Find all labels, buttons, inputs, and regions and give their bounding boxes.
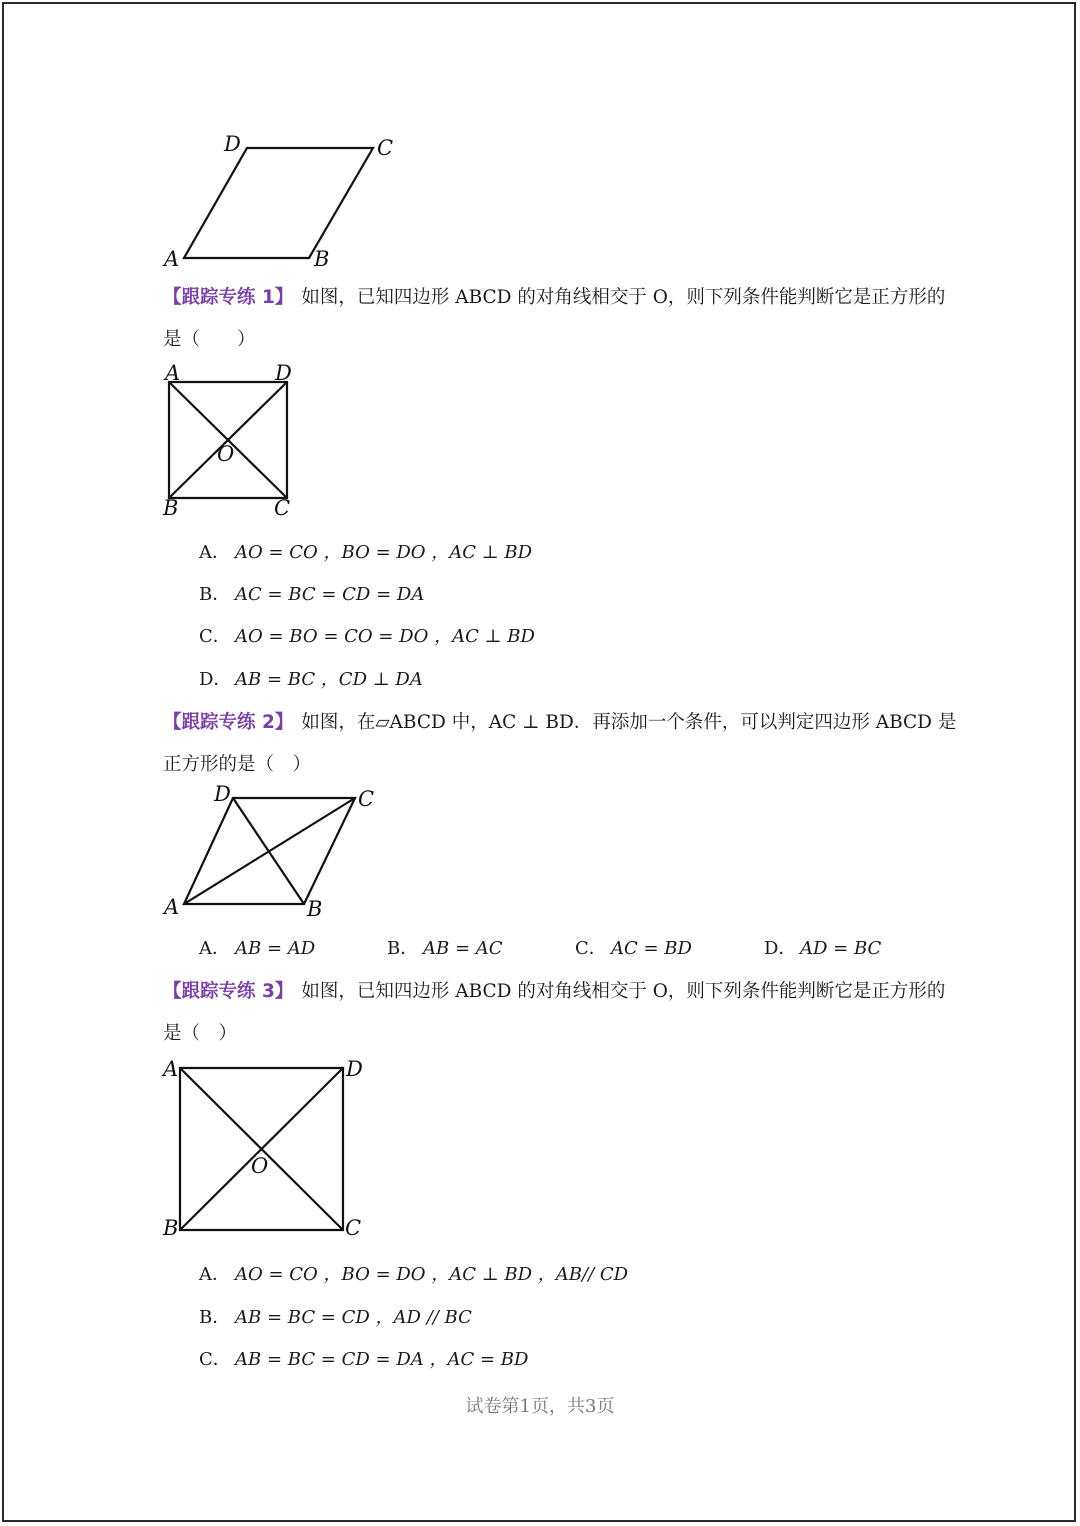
option-text: AB = BC = CD = DA ，AC = BD — [235, 1349, 529, 1370]
point-label-C: C — [274, 496, 291, 520]
question-1-text: 如图，已知四边形 ABCD 的对角线相交于 O，则下列条件能判断它是正方形的 — [301, 287, 946, 308]
point-label-B: B — [163, 1216, 179, 1240]
question-2-tag: 【跟踪专练 2】 — [163, 712, 294, 733]
option-letter: D． — [764, 938, 797, 959]
diagonal-bd — [233, 798, 304, 904]
rhombus-figure-q2 — [155, 782, 385, 922]
point-label-A: A — [164, 895, 180, 919]
option-letter: C． — [575, 938, 607, 959]
point-label-D: D — [214, 782, 231, 806]
question-1-option-b[interactable] — [199, 580, 424, 606]
question-2-option-c[interactable] — [575, 934, 692, 960]
point-label-B: B — [307, 897, 323, 921]
point-label-B: B — [314, 247, 330, 271]
rhombus-outline — [184, 148, 373, 258]
point-label-A: A — [165, 361, 181, 385]
question-1-tag: 【跟踪专练 1】 — [163, 287, 294, 308]
square-figure-q3 — [155, 1053, 375, 1243]
rhombus-figure-top — [155, 128, 415, 278]
square-figure-q1 — [155, 360, 315, 520]
point-label-C: C — [345, 1216, 362, 1240]
point-label-D: D — [275, 361, 292, 385]
option-letter: C． — [199, 1349, 231, 1370]
point-label-D: D — [224, 132, 241, 156]
question-2-option-b[interactable] — [387, 934, 503, 960]
question-1-line-1 — [163, 283, 945, 309]
option-letter: B． — [199, 1307, 231, 1328]
option-letter: B． — [199, 584, 231, 605]
question-3-option-c[interactable] — [199, 1345, 528, 1371]
question-3-option-b[interactable] — [199, 1303, 472, 1329]
point-label-O: O — [251, 1154, 269, 1178]
option-letter: B． — [387, 938, 419, 959]
point-label-A: A — [163, 1057, 179, 1081]
option-letter: D． — [199, 669, 232, 690]
option-text: AO = CO ，BO = DO ，AC ⊥ BD — [235, 542, 533, 563]
option-letter: A． — [199, 1264, 230, 1285]
option-text: AC = BD — [611, 938, 692, 959]
option-text: AB = AD — [235, 938, 316, 959]
option-letter: A． — [199, 938, 230, 959]
question-2-option-d[interactable] — [764, 934, 881, 960]
question-3-line-2: 是（ ） — [163, 1023, 238, 1044]
option-letter: A． — [199, 542, 230, 563]
point-label-D: D — [346, 1057, 363, 1081]
question-3-option-a[interactable] — [199, 1260, 628, 1286]
question-2-option-a[interactable] — [199, 934, 315, 960]
question-2-text: 如图，在▱ABCD 中，AC ⊥ BD．再添加一个条件，可以判定四边形 ABCD 是 — [301, 712, 957, 733]
option-text: AB = BC ，CD ⊥ DA — [235, 669, 423, 690]
point-label-A: A — [164, 247, 180, 271]
question-2-line-1 — [163, 708, 956, 734]
point-label-B: B — [163, 496, 179, 520]
question-1-option-a[interactable] — [199, 538, 532, 564]
question-1-line-2: 是（ ） — [163, 329, 256, 350]
question-3-text: 如图，已知四边形 ABCD 的对角线相交于 O，则下列条件能判断它是正方形的 — [301, 981, 946, 1002]
question-1-option-d[interactable] — [199, 665, 423, 691]
option-text: AB = BC = CD ，AD // BC — [235, 1307, 472, 1328]
option-text: AO = CO ，BO = DO ，AC ⊥ BD ，AB// CD — [235, 1264, 629, 1285]
option-text: AC = BC = CD = DA — [235, 584, 425, 605]
question-1-option-c[interactable] — [199, 622, 535, 648]
page-footer: 试卷第1页，共3页 — [465, 1396, 615, 1417]
option-letter: C． — [199, 626, 231, 647]
question-3-line-1 — [163, 977, 945, 1003]
point-label-C: C — [358, 787, 375, 811]
option-text: AB = AC — [423, 938, 503, 959]
question-3-tag: 【跟踪专练 3】 — [163, 981, 294, 1002]
option-text: AD = BC — [800, 938, 882, 959]
point-label-O: O — [217, 442, 235, 466]
point-label-C: C — [377, 136, 394, 160]
question-2-line-2: 正方形的是（ ） — [163, 754, 312, 775]
option-text: AO = BO = CO = DO ，AC ⊥ BD — [235, 626, 535, 647]
